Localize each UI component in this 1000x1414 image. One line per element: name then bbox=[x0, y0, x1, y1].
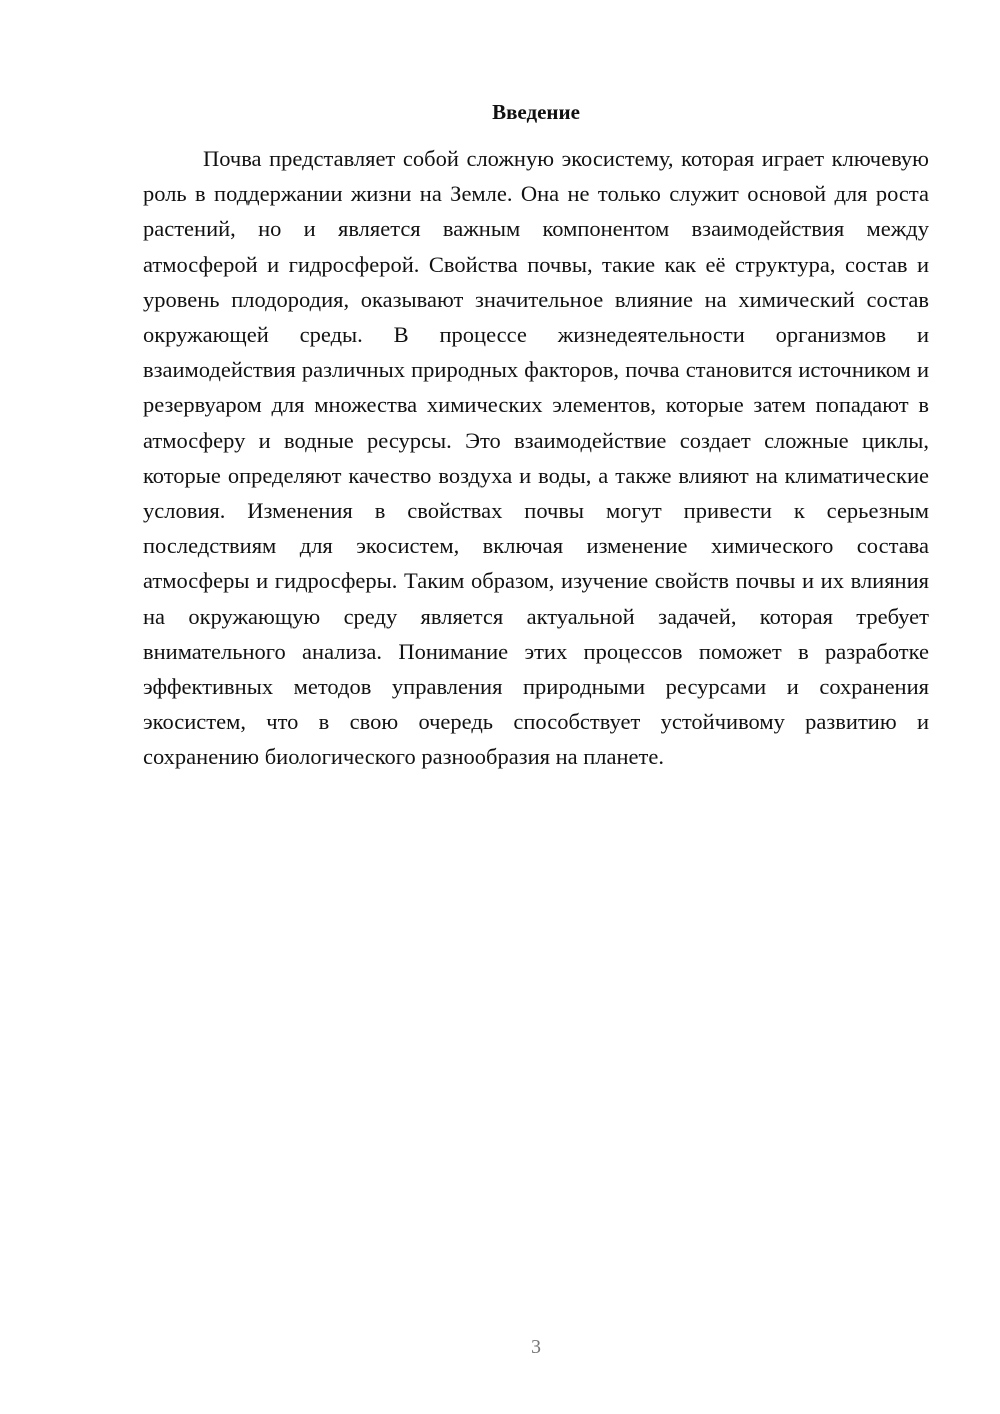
section-heading: Введение bbox=[492, 100, 580, 124]
body-paragraph: Почва представляет собой сложную экосистему, которая играет ключевую роль в поддержании жизни на Земле. Она не только служит основой для роста растений, но и является важным компонентом взаимодействия между атмосферой и гидросферой. Свойства почвы, такие как её структура, состав и уровень плодородия, оказывают значительное влияние на химический состав окружающей среды. В процессе жизнедеятельности организмов и взаимодействия различных природных факторов, почва становится источником и резервуаром для множества химических элементов, которые затем попадают в атмосферу и водные ресурсы. Это взаимодействие создает сложные циклы, которые определяют качество воздуха и воды, а также влияют на климатические условия. Изменения в свойствах почвы могут привести к серьезным последствиям для экосистем, включая изменение химического состава атмосферы и гидросферы. Таким образом, изучение свойств почвы и их влияния на окружающую среду является актуальной задачей, которая требует внимательного анализа. Понимание этих процессов поможет в разработке эффективных методов управления природными ресурсами и сохранения экосистем, что в свою очередь способствует устойчивому развитию и сохранению биологического разнообразия на планете. bbox=[143, 146, 929, 770]
page-number: 3 bbox=[531, 1336, 541, 1358]
